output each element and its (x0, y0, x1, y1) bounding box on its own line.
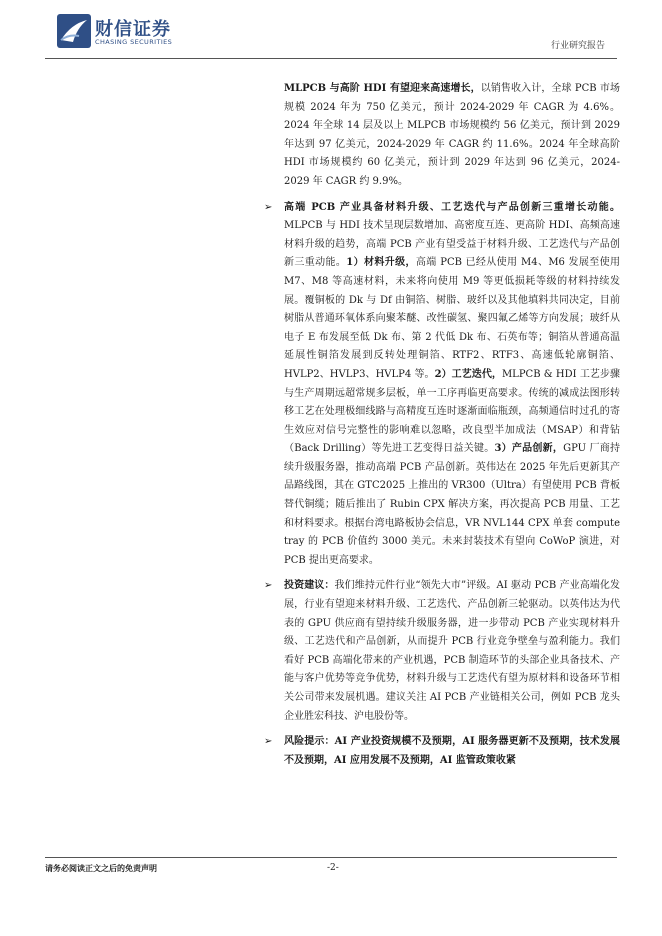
arrow-bullet-icon: ➢ (264, 580, 273, 592)
paragraph-text: 以销售收入计，全球 PCB 市场规模 2024 年为 750 亿美元，预计 2024-2029 年 CAGR 为 4.6%。2024 年全球 14 层及以上 MLPCB 市场规模约 56 亿美元，预计到 2029 年达到 97 亿美元，2024-2029 年 CAGR 约 11.6%。2024 年全球高阶 HDI 市场规模约 60 亿美元，预计到 2029 年达到 96 亿美元，2024-2029 年 CAGR 约 9.9%。 (284, 83, 620, 187)
bullet-risk-warning (264, 733, 620, 770)
arrow-bullet-icon: ➢ (264, 201, 273, 213)
bullet-key-3: 3）产品创新， (494, 443, 564, 455)
bullet-lead: 高端 PCB 产业具备材料升级、工艺迭代与产品创新三重增长动能。 (284, 201, 620, 213)
bullet-text-4: GPU 厂商持续升级服务器，推动高端 PCB 产品创新。英伟达在 2025 年先后更新其产品路线图，其在 GTC2025 上推出的 VR300（Ultra）有望使用 PCB 背板替代铜缆；随后推出了 Rubin CPX 解决方案，再次提高 PCB 用量、工艺和材料要求。根据台湾电路板协会信息，VR NVL144 CPX 单套 compute tray 的 PCB 价值约 3000 美元。未来封装技术有望向 CoWoP 演进，对 PCB 提出更高要求。 (284, 443, 620, 566)
bullet-key-2: 2）工艺迭代， (434, 368, 502, 380)
bullet-growth-drivers (264, 199, 620, 571)
page-number: -2- (327, 863, 339, 873)
bullet-paragraph (284, 199, 620, 571)
footer-disclaimer: 请务必阅读正文之后的免责声明 (45, 864, 157, 873)
bullet-text-2: 高端 PCB 已经从使用 M4、M6 发展至使用 M7、M8 等高速材料，未来将向使用 M9 等更低损耗等级的材料持续发展。覆铜板的 Dk 与 Df 由铜箔、树脂、玻纤以及其他填料共同决定，目前树脂从普通环氧体系向聚苯醚、改性碳氢、聚四氟乙烯等方向发展；玻纤从电子 E 布发展至低 Dk 布、第 2 代低 Dk 布、石英布等；铜箔从普通高温延展性铜箔发展到反转处理铜箔、RTF2、RTF3、高速低轮廓铜箔、HVLP2、HVLP3、HVLP4 等。 (284, 257, 620, 380)
company-logo (57, 14, 207, 50)
logo-mark-icon (57, 14, 91, 48)
bullet-lead: 投资建议： (284, 580, 335, 592)
bullet-paragraph (284, 577, 620, 726)
bullet-text-1: MLPCB 与 HDI 技术呈现层数增加、高密度互连、更高阶 HDI、高频高速材料升级的趋势，高端 PCB 产业有望受益于材料升级、工艺迭代与产品创新三重动能。 (284, 220, 620, 269)
report-type-label: 行业研究报告 (550, 41, 605, 51)
bullet-key-1: 1）材料升级， (346, 257, 416, 269)
bullet-text-3: MLPCB & HDI 工艺步骤与生产周期远超常规多层板，单一工序再临更高要求。传统的减成法图形转移工艺在处理极细线路与高精度互连时逐渐面临瓶颈，高频通信时过孔的寄生效应对信号完整性的影响难以忽略，改良型半加成法（MSAP）和背钻（Back Drilling）等先进工艺变得日益关键。 (284, 368, 620, 455)
page-header (0, 0, 662, 64)
arrow-bullet-icon: ➢ (264, 736, 273, 748)
bullet-text: 我们维持元件行业“领先大市”评级。AI 驱动 PCB 产业高端化发展，行业有望迎来材料升级、工艺迭代、产品创新三轮驱动。以英伟达为代表的 GPU 供应商有望持续升级服务器，进一步带动 PCB 产业实现材料升级、工艺迭代和产品创新，从而提升 PCB 行业竞争壁垒与盈利能力。我们看好 PCB 高端化带来的产业机遇，PCB 制造环节的头部企业具备技术、产能与客户优势等竞争优势，材料升级与工艺迭代有望为原材料和设备环节相关公司带来发展机遇。建议关注 AI PCB 产业链相关公司，例如 PCB 龙头企业胜宏科技、沪电股份等。 (284, 580, 621, 722)
main-content (264, 80, 621, 770)
bullet-paragraph: 风险提示：AI 产业投资规模不及预期，AI 服务器更新不及预期，技术发展不及预期，AI 应用发展不及预期，AI 监管政策收紧 (284, 736, 620, 766)
paragraph-market-size (284, 80, 620, 192)
footer-divider (45, 857, 617, 858)
logo-chinese-name: 财信证券 (95, 19, 171, 40)
header-divider (45, 58, 617, 59)
paragraph-lead: MLPCB 与高阶 HDI 有望迎来高速增长， (284, 83, 481, 94)
logo-english-name: CHASING SECURITIES (95, 38, 173, 46)
bullet-investment-advice (264, 577, 621, 726)
